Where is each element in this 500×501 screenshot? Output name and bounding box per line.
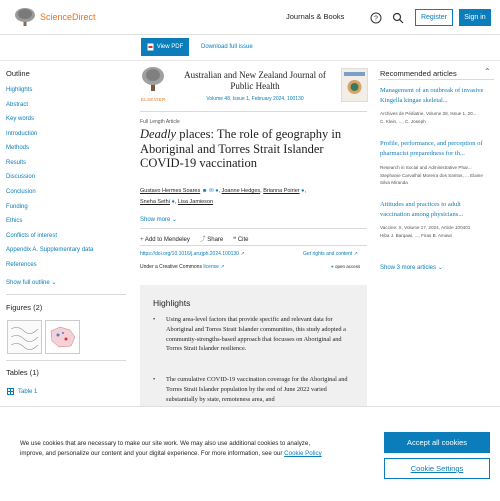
outline-item-conflicts[interactable]: Conflicts of interest xyxy=(6,233,58,239)
cookie-message xyxy=(20,439,330,459)
open-access-label: open access xyxy=(334,264,361,269)
show-full-outline-link[interactable] xyxy=(6,279,56,286)
author-hedges[interactable]: Joanne Hedges xyxy=(221,188,261,194)
elsevier-journal-logo[interactable] xyxy=(141,66,165,100)
journal-title[interactable]: Australian and New Zealand Journal of Public Health xyxy=(184,70,326,91)
outline-item-methods[interactable]: Methods xyxy=(6,145,30,151)
recommended-article-1-source: Archives de Pédiatrie, Volume 28, Issue 1, 20... xyxy=(380,111,477,116)
journal-cover-image[interactable] xyxy=(341,68,368,102)
cite-button[interactable]: Cite xyxy=(237,237,249,243)
author-sethi[interactable]: Sneha Sethi xyxy=(140,199,170,205)
view-pdf-label: View PDF xyxy=(156,44,184,50)
elsevier-wordmark: ELSEVIER xyxy=(141,97,166,102)
add-to-mendeley-button[interactable]: Add to Mendeley xyxy=(144,237,190,243)
license-prefix: Under a Creative Commons xyxy=(140,264,204,270)
open-access-badge xyxy=(331,264,360,269)
recommended-divider xyxy=(378,79,494,80)
table-1-label: Table 1 xyxy=(18,388,38,395)
article-title-rest: places: The role of geography in Aboriginal and Torres Strait Islander COVID-19 vaccination xyxy=(140,127,342,170)
author-list: Gustavo Hermes Soares ☻ ✉ ●, Joanne Hedges, Brianna Poirier ●, Sneha Sethi ●, Lisa Jamieson xyxy=(140,188,306,205)
svg-text:?: ? xyxy=(374,15,378,23)
author-poirier[interactable]: Brianna Poirier xyxy=(263,188,300,194)
recommended-article-2-title[interactable]: Profile, performance, and perception of pharmacist preparedness for th... xyxy=(380,140,483,157)
highlights-heading: Highlights xyxy=(153,298,191,308)
figures-heading: Figures (2) xyxy=(6,303,43,312)
license-line xyxy=(140,264,225,270)
register-button[interactable]: Register xyxy=(415,9,453,26)
search-icon[interactable] xyxy=(392,11,404,23)
actions-divider-bottom xyxy=(140,245,367,246)
article-type: Full Length Article xyxy=(140,119,180,125)
journals-books-link[interactable]: Journals & Books xyxy=(286,12,345,21)
outline-item-references[interactable]: References xyxy=(6,262,37,268)
figure-thumbnail-1[interactable] xyxy=(7,320,42,354)
figure-thumbnail-2[interactable] xyxy=(45,320,80,354)
figures-divider xyxy=(6,360,126,361)
recommended-article-3-title[interactable]: Attitudes and practices to adult vaccination among physicians... xyxy=(380,201,464,218)
recommended-article-2-authors: Stephanie Carvalhal Moreira dos Santos, ... Elaine Silva Miranda xyxy=(380,173,483,186)
cookie-text: We use cookies that are necessary to make our site work. We may also use additional cookies to analyze, improve, and personalize our content and your digital experience. For more information, see our xyxy=(20,440,311,457)
bullet: • xyxy=(153,316,156,323)
outline-item-abstract[interactable]: Abstract xyxy=(6,102,29,108)
article-title xyxy=(140,127,362,171)
share-button[interactable]: Share xyxy=(207,237,224,243)
share-icon: ⤴ xyxy=(199,237,206,243)
person-icon[interactable]: ☻ xyxy=(201,188,208,194)
external-link-icon: ↗ xyxy=(220,264,225,270)
tables-heading: Tables (1) xyxy=(6,368,39,377)
outline-heading: Outline xyxy=(6,69,30,78)
show-more-label: Show more xyxy=(140,217,171,223)
highlight-item xyxy=(153,315,353,365)
elsevier-tree-logo[interactable] xyxy=(14,7,36,27)
bullet: • xyxy=(153,376,156,383)
doi-text: https://doi.org/10.1016/j.anzjph.2024.100130 xyxy=(140,251,239,257)
outline-item-funding[interactable]: Funding xyxy=(6,204,28,210)
outline-item-conclusion[interactable]: Conclusion xyxy=(6,189,36,195)
show-more-articles-button[interactable] xyxy=(380,264,443,271)
outline-item-key-words[interactable]: Key words xyxy=(6,116,35,122)
recommended-article-2-source: Research in Social and Administrative Phar... xyxy=(380,165,472,170)
brand-name[interactable]: ScienceDirect xyxy=(40,12,96,22)
article-title-italic: Deadly xyxy=(140,127,177,141)
open-access-icon: ● xyxy=(331,264,334,269)
orcid-icon[interactable]: ● xyxy=(301,188,305,194)
download-full-issue-link[interactable]: Download full issue xyxy=(201,44,253,50)
highlight-text: The cumulative COVID-19 vaccination coverage for the Aboriginal and Torres Strait Islander population by the end of June 2022 varied substantially by state, remoteness area, and xyxy=(166,376,348,403)
recommended-article-3-authors: Hiba J. Barqawi, ..., Firas B. Amawi xyxy=(380,233,452,238)
sign-in-button[interactable]: Sign in xyxy=(459,9,491,26)
view-pdf-button[interactable] xyxy=(141,38,189,56)
doi-link[interactable] xyxy=(140,251,245,257)
email-icon[interactable]: ✉ xyxy=(209,188,214,194)
show-more-articles-label: Show 3 more articles xyxy=(380,265,437,271)
cookie-settings-label: Cookie Settings xyxy=(410,464,464,473)
rights-text: Get rights and content xyxy=(303,251,353,257)
highlights-box xyxy=(140,285,367,415)
pdf-icon xyxy=(147,43,154,51)
recommended-article-1-authors: C. Klein, ..., C. Joseph xyxy=(380,119,426,124)
cookie-settings-button[interactable] xyxy=(384,458,490,479)
author-jamieson[interactable]: Lisa Jamieson xyxy=(177,199,214,205)
actions-divider-top xyxy=(140,228,367,229)
external-link-icon: ↗ xyxy=(240,251,245,257)
table-icon xyxy=(7,388,14,395)
help-icon[interactable] xyxy=(370,11,382,23)
quote-icon: ❝ xyxy=(232,237,237,243)
plus-icon: + xyxy=(140,237,144,243)
orcid-icon[interactable]: ● xyxy=(215,188,219,194)
rights-link[interactable] xyxy=(303,251,358,257)
chevron-down-icon: ⌄ xyxy=(172,217,178,223)
show-full-outline-label: Show full outline xyxy=(6,280,50,286)
highlight-text: Using area-level factors that provide specific and relevant data for Aboriginal and Torres Strait Islander communities, this study adopted a community-strengths-based approach that focusses on Aboriginal and Torres Strait Islander resilience. xyxy=(166,316,346,353)
external-link-icon: ↗ xyxy=(353,251,358,257)
recommended-article-3-source: Vaccine: X, Volume 17, 2024, Article 100401 xyxy=(380,225,471,230)
show-more-authors-button[interactable] xyxy=(140,216,177,223)
chevron-down-icon: ⌄ xyxy=(51,280,57,286)
outline-divider xyxy=(6,294,126,295)
outline-item-appendix[interactable]: Appendix A. Supplementary data xyxy=(6,247,94,253)
recommended-heading: Recommended articles xyxy=(380,69,457,78)
chevron-up-icon[interactable]: ⌃ xyxy=(484,67,491,76)
outline-item-results[interactable]: Results xyxy=(6,160,27,166)
outline-item-ethics[interactable]: Ethics xyxy=(6,218,23,224)
outline-item-discussion[interactable]: Discussion xyxy=(6,174,36,180)
outline-item-highlights[interactable]: Highlights xyxy=(6,87,33,93)
recommended-article-1-title[interactable]: Management of an outbreak of invasive Kingella kingae skeletal... xyxy=(380,87,484,104)
journal-issue-link[interactable]: Volume 48, Issue 1, February 2024, 100130 xyxy=(206,96,304,102)
cookie-policy-link[interactable]: Cookie Policy xyxy=(284,450,322,457)
outline-item-introduction[interactable]: Introduction xyxy=(6,131,38,137)
article-actions xyxy=(140,234,249,243)
license-link[interactable]: license xyxy=(203,264,219,270)
journal-divider xyxy=(140,111,367,112)
accept-all-cookies-button[interactable]: Accept all cookies xyxy=(384,432,490,453)
chevron-down-icon: ⌄ xyxy=(437,265,443,271)
table-1-link[interactable] xyxy=(7,388,37,395)
author-soares[interactable]: Gustavo Hermes Soares xyxy=(140,188,201,194)
orcid-icon[interactable]: ● xyxy=(171,199,175,205)
